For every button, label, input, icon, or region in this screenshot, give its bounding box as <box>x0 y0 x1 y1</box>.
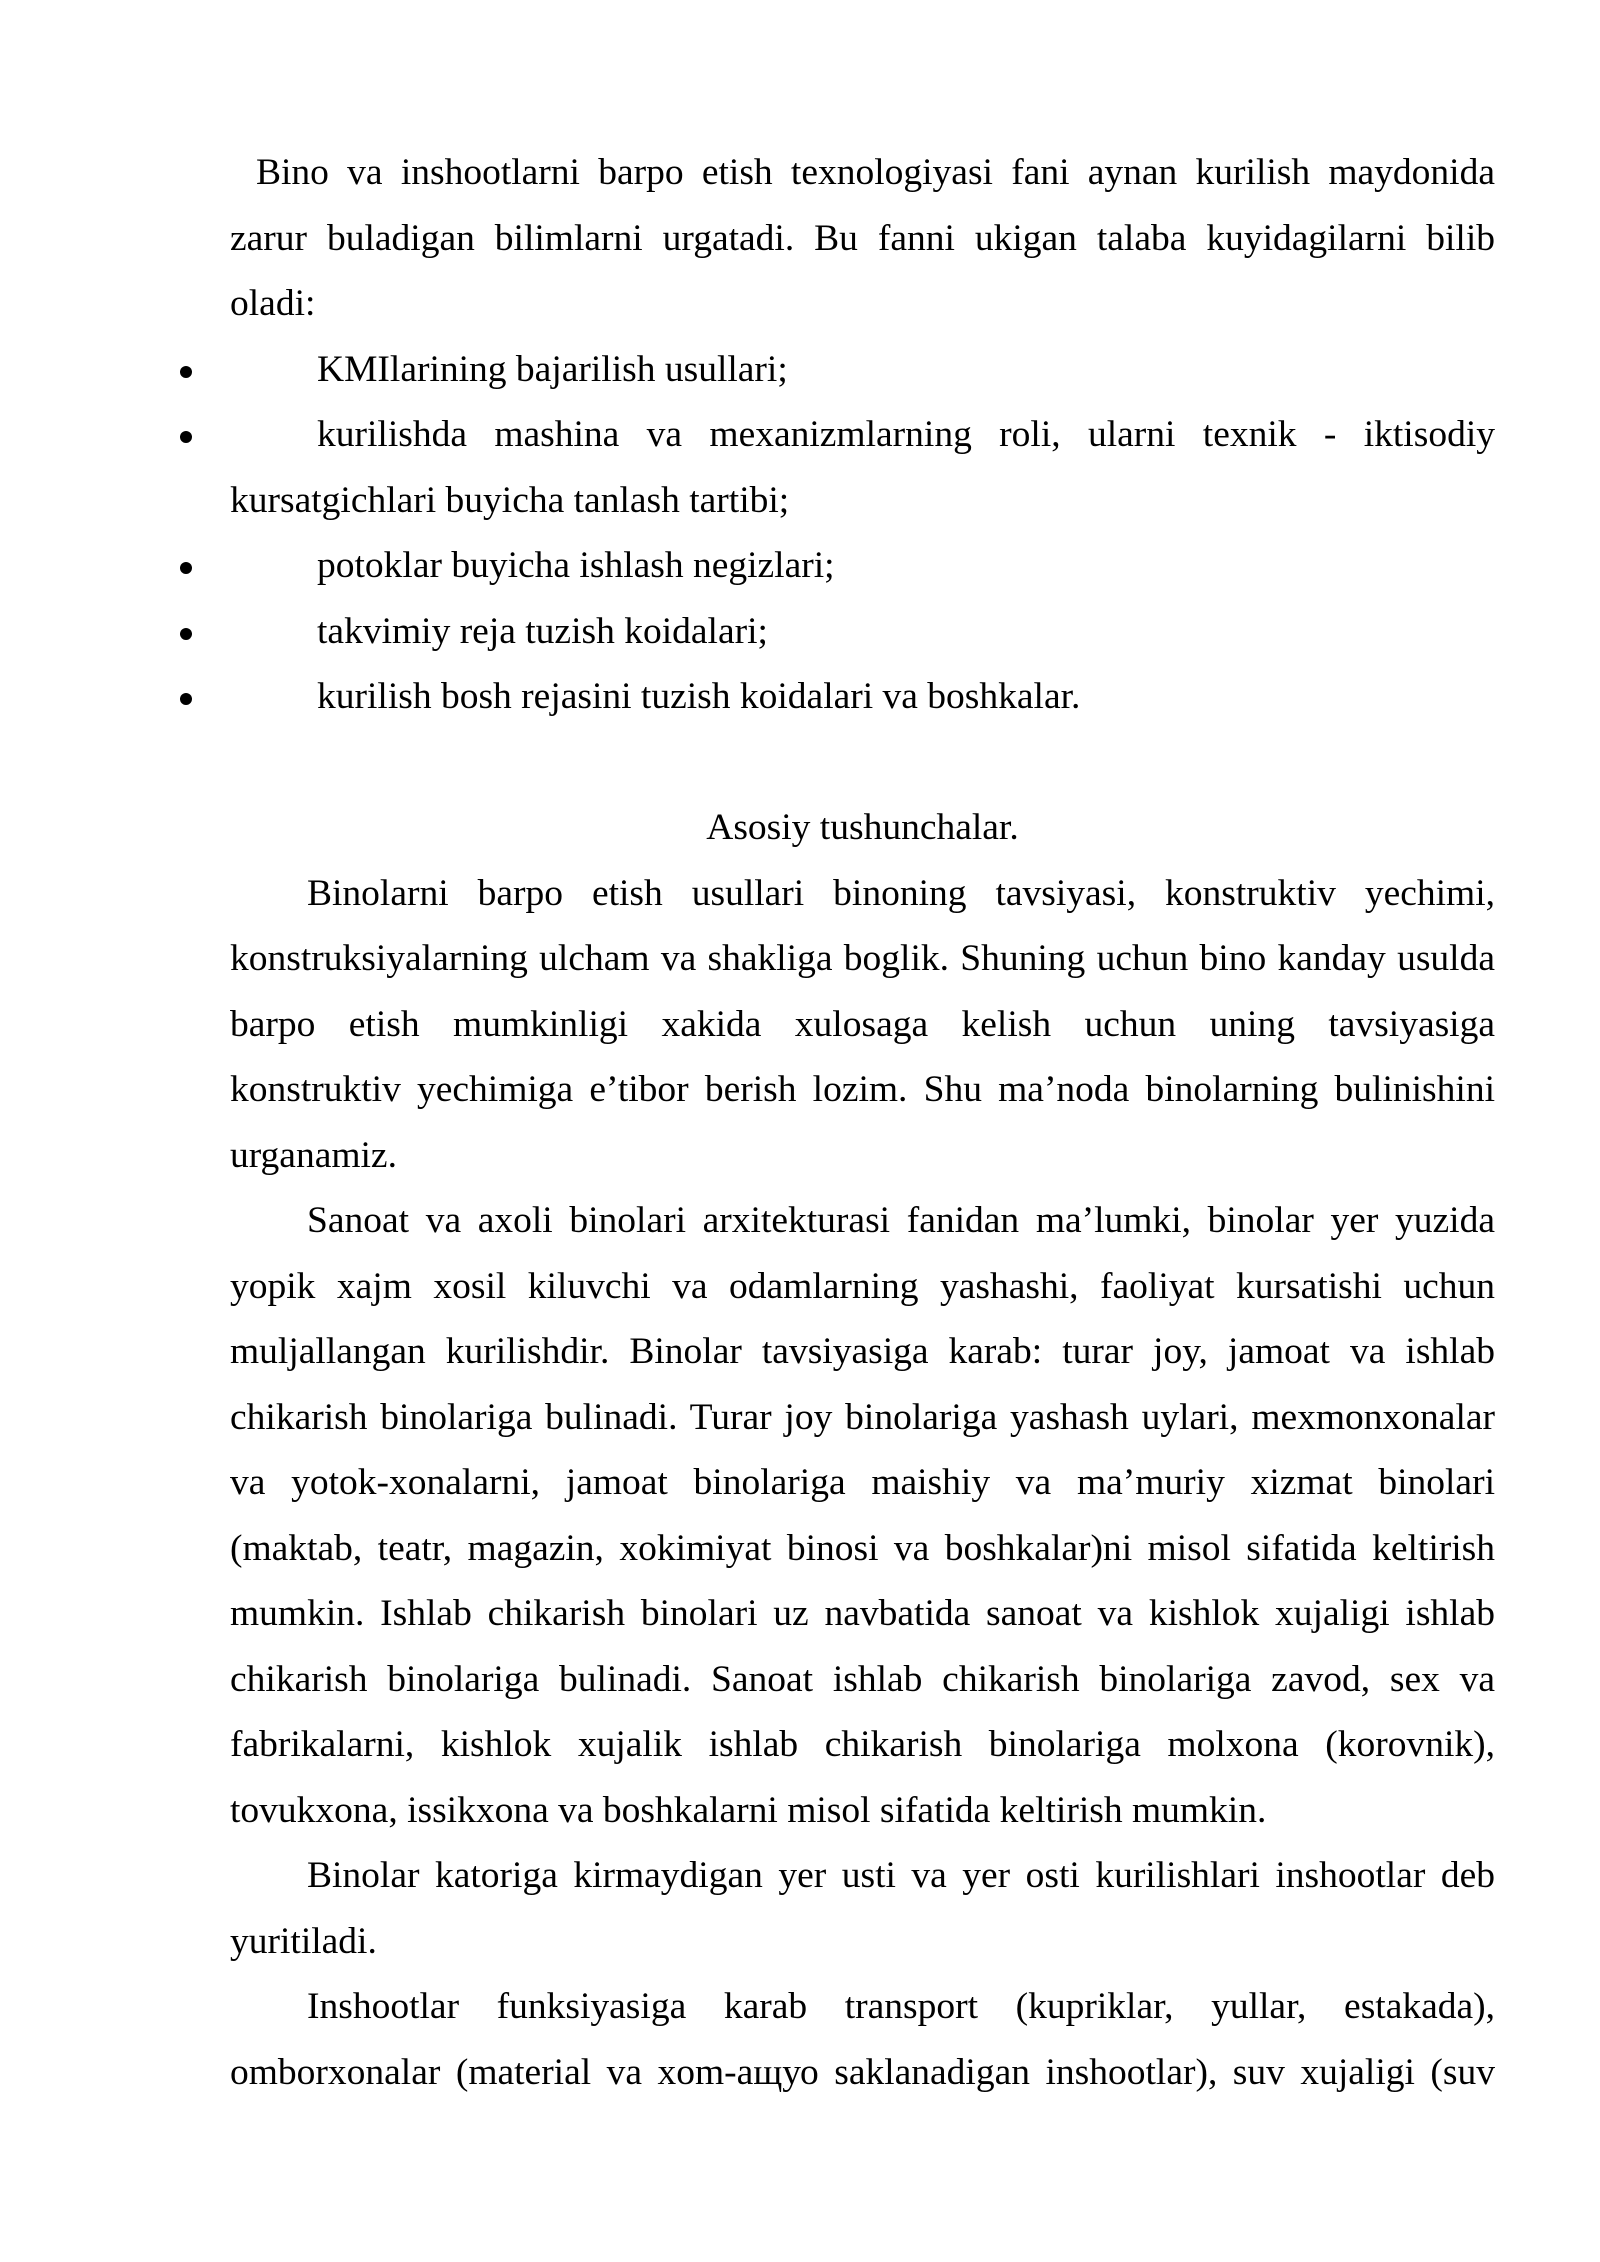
text-line: barpo etish mumkinligi xakida xulosaga kelish uchun uning tavsiyasiga <box>230 1003 1495 1045</box>
text-line: urganamiz. <box>230 1134 397 1176</box>
bullet-dot-icon <box>180 431 192 443</box>
bullet-dot-icon <box>180 693 192 705</box>
bullet-item <box>230 599 1495 665</box>
text-line: yopik xajm xosil kiluvchi va odamlarning yashashi, faoliyat kursatishi uchun <box>230 1265 1495 1307</box>
text-line: Binolar katoriga kirmaydigan yer usti va yer osti kurilishlari inshootlar deb <box>307 1855 1495 1896</box>
bullet-item <box>230 402 1495 533</box>
text-line: konstruksiyalarning ulcham va shakliga boglik. Shuning uchun bino kanday usulda <box>230 938 1495 979</box>
text-line: yuritiladi. <box>230 1920 377 1962</box>
bullet-item <box>230 664 1495 730</box>
text-line <box>230 533 1495 599</box>
text-line: muljallangan kurilishdir. Binolar tavsiyasiga karab: turar joy, jamoat va ishlab <box>230 1331 1495 1372</box>
bullet-dot-icon <box>180 562 192 574</box>
text-line: oladi: <box>230 283 316 324</box>
bullet-item <box>230 533 1495 599</box>
text-line: tovukxona, issikxona va boshkalarni misol sifatida keltirish mumkin. <box>230 1789 1267 1831</box>
text-line: konstruktiv yechimiga e’tibor berish lozim. Shu ma’noda binolarning bulinishini <box>230 1069 1495 1110</box>
bullet-list <box>230 337 1495 730</box>
bullet-dot-icon <box>180 628 192 640</box>
bullet-text: kurilish bosh rejasini tuzish koidalari va boshkalar. <box>317 676 1081 717</box>
text-line <box>230 599 1495 665</box>
paragraph <box>230 1188 1495 1843</box>
text-line: Sanoat va axoli binolari arxitekturasi fanidan ma’lumki, binolar yer yuzida <box>307 1200 1495 1241</box>
text-line: Bino va inshootlarni barpo etish texnologiyasi fani aynan kurilish maydonida <box>256 152 1495 193</box>
text-line: fabrikalarni, kishlok xujalik ishlab chikarish binolariga molxona (korovnik), <box>230 1724 1495 1765</box>
bullet-item <box>230 337 1495 403</box>
bullet-text: takvimiy reja tuzish koidalari; <box>317 610 768 652</box>
text-line: Inshootlar funksiyasiga karab transport (kupriklar, yullar, estakada), <box>307 1986 1495 2027</box>
text-line: omborxonalar (material va xom-ащуо saklanadigan inshootlar), suv xujaligi (suv <box>230 2051 1495 2093</box>
paragraph <box>230 861 1495 1189</box>
text-line <box>230 402 1495 468</box>
paragraph <box>230 1843 1495 1974</box>
intro-paragraph <box>230 140 1495 337</box>
bullet-text: potoklar buyicha ishlash negizlari; <box>317 545 835 586</box>
page-content <box>230 140 1495 2105</box>
text-line: kursatgichlari buyicha tanlash tartibi; <box>230 479 790 521</box>
text-line: chikarish binolariga bulinadi. Turar joy binolariga yashash uylari, mexmonxonalar <box>230 1396 1495 1438</box>
text-line: va yotok-xonalarni, jamoat binolariga maishiy va ma’muriy xizmat binolari <box>230 1462 1495 1503</box>
bullet-text: kurilishda mashina va mexanizmlarning roli, ularni texnik - iktisodiy <box>317 414 1495 455</box>
section-heading: Asosiy tushunchalar. <box>706 807 1019 848</box>
bullet-dot-icon <box>180 366 192 378</box>
bullet-text: KMIlarining bajarilish usullari; <box>317 348 788 390</box>
text-line: zarur buladigan bilimlarni urgatadi. Bu fanni ukigan talaba kuyidagilarni bilib <box>230 217 1495 259</box>
text-line <box>230 664 1495 730</box>
text-line <box>230 337 1495 403</box>
text-line: Binolarni barpo etish usullari binoning tavsiyasi, konstruktiv yechimi, <box>307 872 1495 914</box>
text-line: (maktab, teatr, magazin, xokimiyat binosi va boshkalar)ni misol sifatida keltirish <box>230 1527 1495 1569</box>
blank-line <box>230 730 1495 796</box>
paragraph <box>230 1974 1495 2105</box>
text-line: mumkin. Ishlab chikarish binolari uz navbatida sanoat va kishlok xujaligi ishlab <box>230 1593 1495 1634</box>
text-line: chikarish binolariga bulinadi. Sanoat ishlab chikarish binolariga zavod, sex va <box>230 1658 1495 1700</box>
